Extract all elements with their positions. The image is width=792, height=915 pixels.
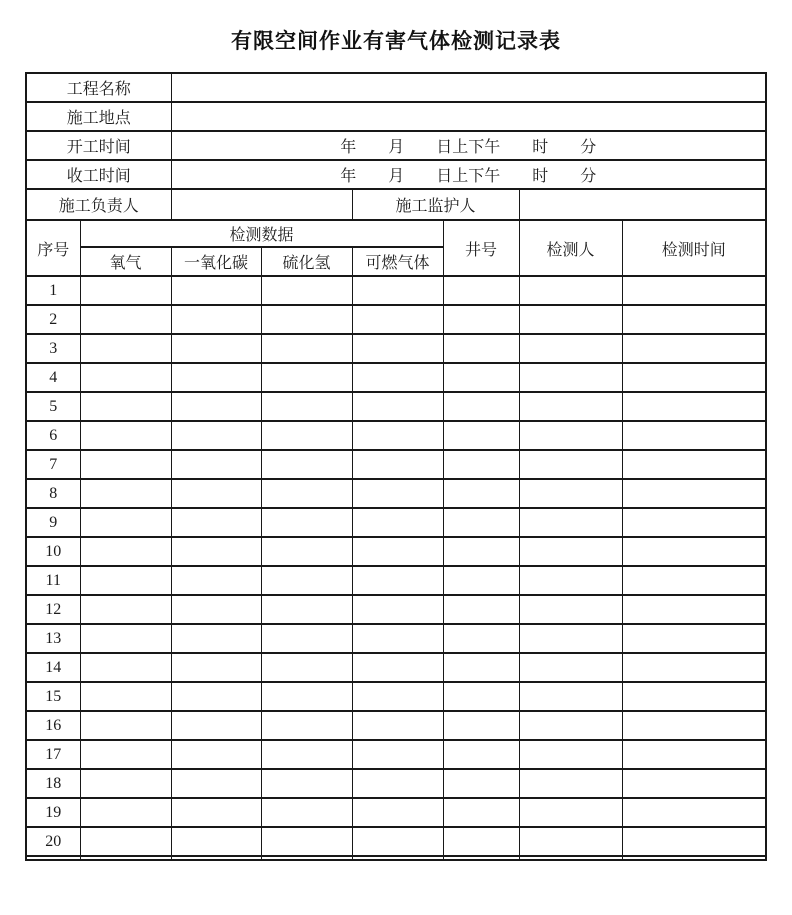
cell-serial: 19 <box>26 798 80 827</box>
cell-well <box>443 769 519 798</box>
detection-record-table <box>25 72 767 861</box>
column-header-well: 井号 <box>443 220 519 276</box>
record-row <box>26 711 766 740</box>
cell-hydrogen-sulfide <box>261 740 352 769</box>
cell-oxygen <box>80 653 171 682</box>
cell-oxygen <box>80 508 171 537</box>
cell-carbon-monoxide <box>171 711 261 740</box>
cell-serial: 17 <box>26 740 80 769</box>
record-row <box>26 595 766 624</box>
cell-flammable-gas <box>352 682 443 711</box>
cell-time <box>622 537 766 566</box>
cell-well <box>443 711 519 740</box>
cell-oxygen <box>80 392 171 421</box>
clipped-next-row <box>26 856 766 860</box>
cell-oxygen <box>80 479 171 508</box>
cell-oxygen <box>80 711 171 740</box>
cell-hydrogen-sulfide <box>261 624 352 653</box>
cell-carbon-monoxide <box>171 479 261 508</box>
column-header-oxygen: 氧气 <box>80 247 171 276</box>
cell-well <box>443 421 519 450</box>
record-row <box>26 827 766 856</box>
cell-time <box>622 334 766 363</box>
cell-time <box>622 827 766 856</box>
cell-hydrogen-sulfide <box>261 769 352 798</box>
cell-hydrogen-sulfide <box>261 363 352 392</box>
column-header-detection-data: 检测数据 <box>80 220 443 247</box>
cell-inspector <box>519 276 622 305</box>
cell-serial: 7 <box>26 450 80 479</box>
cell-flammable-gas <box>352 740 443 769</box>
cell-flammable-gas <box>352 537 443 566</box>
cell-inspector <box>519 682 622 711</box>
cell-inspector <box>519 856 622 860</box>
cell-carbon-monoxide <box>171 566 261 595</box>
cell-flammable-gas <box>352 653 443 682</box>
cell-carbon-monoxide <box>171 769 261 798</box>
column-header-hydrogen-sulfide: 硫化氢 <box>261 247 352 276</box>
cell-inspector <box>519 537 622 566</box>
cell-hydrogen-sulfide <box>261 798 352 827</box>
cell-serial <box>26 856 80 860</box>
cell-time <box>622 305 766 334</box>
cell-inspector <box>519 508 622 537</box>
cell-time <box>622 769 766 798</box>
cell-serial: 13 <box>26 624 80 653</box>
cell-carbon-monoxide <box>171 537 261 566</box>
header-section <box>26 220 766 276</box>
cell-well <box>443 827 519 856</box>
cell-oxygen <box>80 798 171 827</box>
cell-oxygen <box>80 856 171 860</box>
cell-serial: 3 <box>26 334 80 363</box>
cell-carbon-monoxide <box>171 798 261 827</box>
record-row <box>26 740 766 769</box>
cell-serial: 12 <box>26 595 80 624</box>
cell-flammable-gas <box>352 421 443 450</box>
cell-inspector <box>519 769 622 798</box>
column-header-flammable-gas: 可燃气体 <box>352 247 443 276</box>
cell-well <box>443 479 519 508</box>
info-row-personnel <box>26 189 766 220</box>
cell-oxygen <box>80 305 171 334</box>
cell-well <box>443 276 519 305</box>
cell-carbon-monoxide <box>171 421 261 450</box>
cell-hydrogen-sulfide <box>261 421 352 450</box>
records-body <box>26 276 766 856</box>
record-row <box>26 276 766 305</box>
cell-flammable-gas <box>352 305 443 334</box>
cell-well <box>443 653 519 682</box>
info-row-site <box>26 102 766 131</box>
cell-carbon-monoxide <box>171 450 261 479</box>
cell-serial: 11 <box>26 566 80 595</box>
info-row-end-time <box>26 160 766 189</box>
cell-inspector <box>519 421 622 450</box>
field-label-site: 施工地点 <box>26 102 171 131</box>
cell-well <box>443 537 519 566</box>
cell-hydrogen-sulfide <box>261 682 352 711</box>
cell-hydrogen-sulfide <box>261 334 352 363</box>
cell-hydrogen-sulfide <box>261 653 352 682</box>
cell-carbon-monoxide <box>171 392 261 421</box>
cell-oxygen <box>80 740 171 769</box>
field-label-guardian: 施工监护人 <box>352 189 519 220</box>
cell-well <box>443 392 519 421</box>
cell-carbon-monoxide <box>171 740 261 769</box>
cell-carbon-monoxide <box>171 334 261 363</box>
cell-well <box>443 566 519 595</box>
cell-serial: 6 <box>26 421 80 450</box>
cell-hydrogen-sulfide <box>261 856 352 860</box>
record-row <box>26 653 766 682</box>
cell-time <box>622 566 766 595</box>
cell-inspector <box>519 653 622 682</box>
cell-oxygen <box>80 537 171 566</box>
cell-well <box>443 305 519 334</box>
cell-well <box>443 624 519 653</box>
cell-flammable-gas <box>352 363 443 392</box>
page-title: 有限空间作业有害气体检测记录表 <box>231 30 561 53</box>
column-header-time: 检测时间 <box>622 220 766 276</box>
cell-time <box>622 508 766 537</box>
cell-time <box>622 856 766 860</box>
cell-time <box>622 479 766 508</box>
cell-serial: 14 <box>26 653 80 682</box>
record-row <box>26 363 766 392</box>
cell-oxygen <box>80 624 171 653</box>
cell-hydrogen-sulfide <box>261 479 352 508</box>
cell-flammable-gas <box>352 595 443 624</box>
cell-oxygen <box>80 682 171 711</box>
cell-time <box>622 653 766 682</box>
cell-well <box>443 450 519 479</box>
header-row-top <box>26 220 766 247</box>
cell-carbon-monoxide <box>171 595 261 624</box>
cell-time <box>622 595 766 624</box>
cell-time <box>622 798 766 827</box>
record-row <box>26 624 766 653</box>
info-row-start-time <box>26 131 766 160</box>
field-value-site <box>171 102 766 131</box>
cell-well <box>443 682 519 711</box>
cell-well <box>443 508 519 537</box>
cell-inspector <box>519 798 622 827</box>
cell-serial: 1 <box>26 276 80 305</box>
cell-flammable-gas <box>352 334 443 363</box>
record-row <box>26 682 766 711</box>
cell-carbon-monoxide <box>171 305 261 334</box>
cell-carbon-monoxide <box>171 276 261 305</box>
cell-oxygen <box>80 276 171 305</box>
field-label-supervisor: 施工负责人 <box>26 189 171 220</box>
cell-hydrogen-sulfide <box>261 566 352 595</box>
cell-flammable-gas <box>352 479 443 508</box>
cell-carbon-monoxide <box>171 653 261 682</box>
cell-oxygen <box>80 566 171 595</box>
cell-carbon-monoxide <box>171 682 261 711</box>
cell-inspector <box>519 363 622 392</box>
field-value-supervisor <box>171 189 352 220</box>
cell-flammable-gas <box>352 711 443 740</box>
cell-hydrogen-sulfide <box>261 537 352 566</box>
field-value-project-name <box>171 73 766 102</box>
cell-inspector <box>519 450 622 479</box>
cell-time <box>622 421 766 450</box>
record-row <box>26 421 766 450</box>
cell-serial: 5 <box>26 392 80 421</box>
cell-inspector <box>519 392 622 421</box>
cell-flammable-gas <box>352 798 443 827</box>
record-row <box>26 479 766 508</box>
cell-flammable-gas <box>352 450 443 479</box>
cell-time <box>622 711 766 740</box>
cell-carbon-monoxide <box>171 624 261 653</box>
cell-flammable-gas <box>352 827 443 856</box>
cell-hydrogen-sulfide <box>261 827 352 856</box>
field-value-guardian <box>519 189 766 220</box>
cell-hydrogen-sulfide <box>261 392 352 421</box>
cell-flammable-gas <box>352 392 443 421</box>
cell-serial: 16 <box>26 711 80 740</box>
cell-hydrogen-sulfide <box>261 450 352 479</box>
cell-well <box>443 363 519 392</box>
cell-oxygen <box>80 334 171 363</box>
cell-carbon-monoxide <box>171 856 261 860</box>
cell-inspector <box>519 566 622 595</box>
cell-hydrogen-sulfide <box>261 508 352 537</box>
column-header-inspector: 检测人 <box>519 220 622 276</box>
record-row <box>26 450 766 479</box>
cell-hydrogen-sulfide <box>261 305 352 334</box>
cell-flammable-gas <box>352 769 443 798</box>
cell-inspector <box>519 827 622 856</box>
cell-serial: 18 <box>26 769 80 798</box>
info-section <box>26 73 766 220</box>
cell-inspector <box>519 305 622 334</box>
cell-well <box>443 798 519 827</box>
cell-time <box>622 450 766 479</box>
cell-well <box>443 334 519 363</box>
field-label-project-name: 工程名称 <box>26 73 171 102</box>
cell-well <box>443 856 519 860</box>
cell-oxygen <box>80 421 171 450</box>
field-value-start-time: 年 月 日上下午 时 分 <box>171 131 766 160</box>
cell-oxygen <box>80 595 171 624</box>
record-row <box>26 305 766 334</box>
cell-inspector <box>519 624 622 653</box>
cell-inspector <box>519 479 622 508</box>
info-row-project-name <box>26 73 766 102</box>
record-row <box>26 566 766 595</box>
clipped-next-row-section <box>26 856 766 860</box>
cell-hydrogen-sulfide <box>261 711 352 740</box>
cell-serial: 8 <box>26 479 80 508</box>
cell-flammable-gas <box>352 856 443 860</box>
cell-well <box>443 595 519 624</box>
cell-serial: 20 <box>26 827 80 856</box>
cell-time <box>622 392 766 421</box>
cell-inspector <box>519 595 622 624</box>
record-row <box>26 769 766 798</box>
cell-serial: 15 <box>26 682 80 711</box>
cell-flammable-gas <box>352 508 443 537</box>
cell-serial: 4 <box>26 363 80 392</box>
record-row <box>26 392 766 421</box>
cell-time <box>622 276 766 305</box>
record-row <box>26 798 766 827</box>
cell-carbon-monoxide <box>171 363 261 392</box>
cell-serial: 2 <box>26 305 80 334</box>
cell-inspector <box>519 334 622 363</box>
field-value-end-time: 年 月 日上下午 时 分 <box>171 160 766 189</box>
record-row <box>26 508 766 537</box>
cell-inspector <box>519 740 622 769</box>
column-header-carbon-monoxide: 一氧化碳 <box>171 247 261 276</box>
cell-oxygen <box>80 363 171 392</box>
cell-serial: 9 <box>26 508 80 537</box>
cell-well <box>443 740 519 769</box>
cell-oxygen <box>80 769 171 798</box>
cell-inspector <box>519 711 622 740</box>
cell-flammable-gas <box>352 566 443 595</box>
cell-time <box>622 682 766 711</box>
cell-carbon-monoxide <box>171 827 261 856</box>
record-row <box>26 334 766 363</box>
cell-flammable-gas <box>352 624 443 653</box>
field-label-start-time: 开工时间 <box>26 131 171 160</box>
cell-hydrogen-sulfide <box>261 276 352 305</box>
record-row <box>26 537 766 566</box>
cell-oxygen <box>80 827 171 856</box>
field-label-end-time: 收工时间 <box>26 160 171 189</box>
cell-flammable-gas <box>352 276 443 305</box>
cell-time <box>622 740 766 769</box>
cell-time <box>622 624 766 653</box>
cell-hydrogen-sulfide <box>261 595 352 624</box>
cell-time <box>622 363 766 392</box>
cell-serial: 10 <box>26 537 80 566</box>
cell-oxygen <box>80 450 171 479</box>
column-header-serial: 序号 <box>26 220 80 276</box>
cell-carbon-monoxide <box>171 508 261 537</box>
